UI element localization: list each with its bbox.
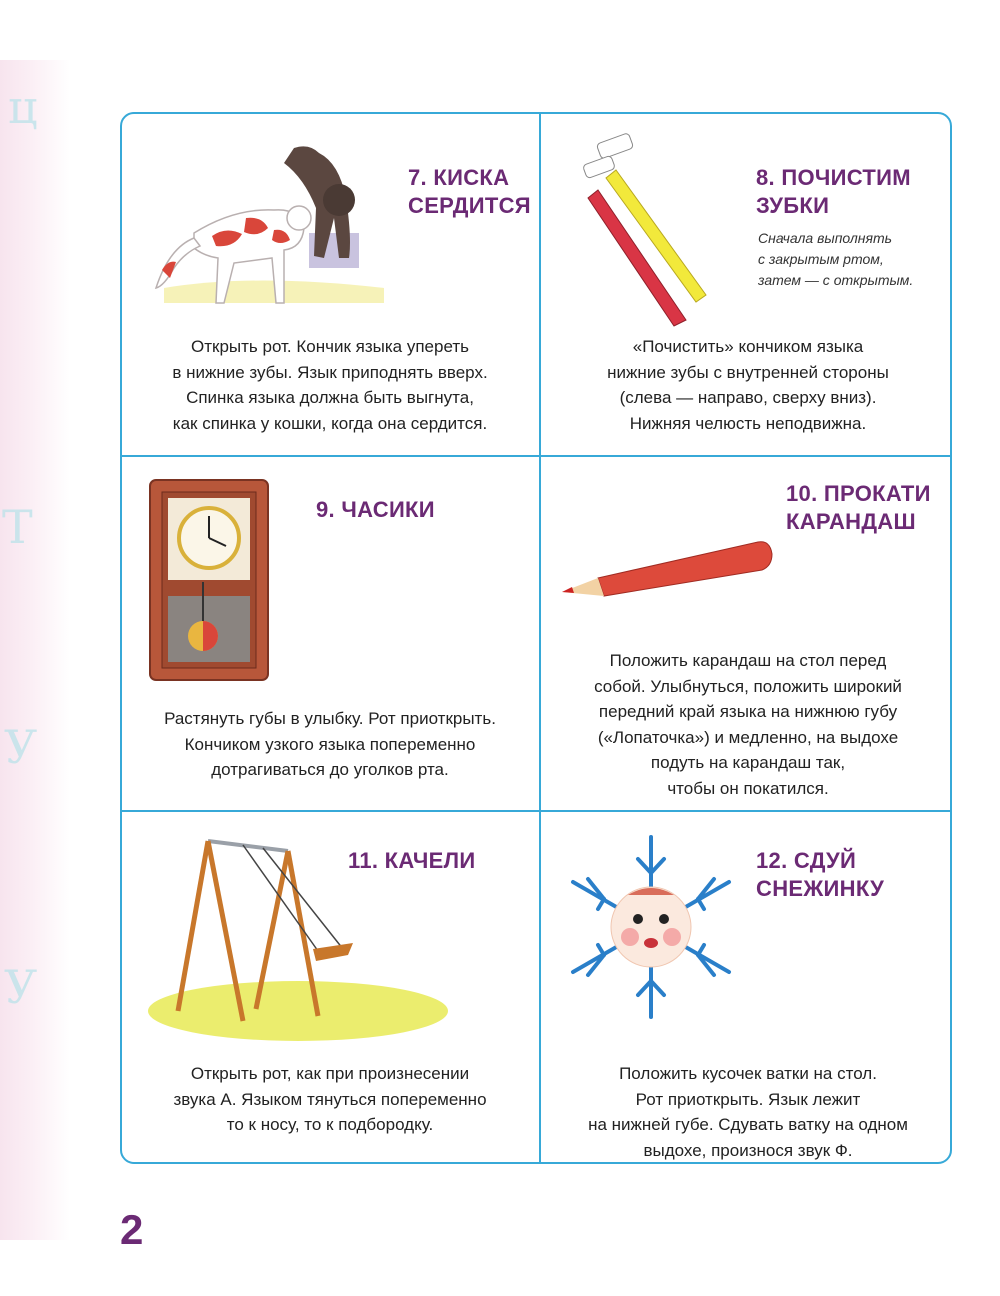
pencil-illustration: [558, 534, 778, 614]
description-line: в нижние зубы. Язык приподнять вверх.: [172, 362, 488, 382]
decorative-letter: ц: [8, 80, 38, 134]
description-line: Открыть рот. Кончик языка упереть: [191, 337, 469, 356]
exercise-description: [548, 334, 948, 436]
decorative-letter: Т: [2, 500, 33, 554]
description-line: дотрагиваться до уголков рта.: [211, 760, 449, 779]
exercise-description: [548, 648, 948, 801]
description-line: собой. Улыбнуться, положить широкий: [594, 676, 902, 696]
description-line: Открыть рот, как при произнесении: [190, 1064, 470, 1083]
exercise-title: [786, 480, 931, 536]
title-line: КАРАНДАШ: [786, 509, 916, 534]
exercise-card-7: [122, 114, 538, 455]
description-line: Положить кусочек ватки на стол.: [619, 1064, 877, 1083]
description-line: Положить карандаш на стол перед: [609, 651, 887, 670]
note-line: Сначала выполнять: [758, 230, 893, 246]
decorative-letter: У: [4, 720, 38, 774]
description-line: Рот приоткрыть. Язык лежит: [635, 1089, 861, 1109]
snowflake-illustration: [558, 829, 744, 1025]
page-number: 2: [120, 1206, 144, 1253]
description-line: чтобы он покатился.: [667, 778, 829, 798]
exercise-card-12: [540, 811, 956, 1162]
exercise-card-11: [122, 811, 538, 1162]
title-line: СЕРДИТСЯ: [408, 193, 531, 218]
exercise-title: [756, 164, 911, 220]
description-line: передний край языка на нижнюю губу: [598, 702, 898, 721]
exercise-title: [348, 847, 476, 875]
note-line: затем — с открытым.: [758, 272, 914, 288]
description-line: нижние зубы с внутренней стороны: [607, 362, 889, 382]
title-line: 11. КАЧЕЛИ: [348, 848, 476, 873]
description-line: как спинка у кошки, когда она сердится.: [172, 413, 488, 433]
title-line: 9. ЧАСИКИ: [316, 497, 435, 522]
exercise-title: [408, 164, 531, 220]
exercise-grid: [120, 112, 952, 1164]
description-line: Спинка языка должна быть выгнута,: [186, 388, 474, 407]
exercise-card-8: [540, 114, 956, 455]
title-line: 7. КИСКА: [408, 165, 510, 190]
decorative-letter: У: [4, 960, 38, 1014]
title-line: 8. ПОЧИСТИМ: [756, 165, 911, 190]
description-line: Растянуть губы в улыбку. Рот приоткрыть.: [164, 709, 496, 728]
angry-cat-illustration: [134, 138, 384, 308]
exercise-note: [758, 228, 913, 291]
exercise-title: [316, 496, 435, 524]
exercise-title: [756, 847, 884, 903]
description-line: то к носу, то к подбородку.: [226, 1115, 434, 1134]
note-line: с закрытым ртом,: [758, 251, 884, 267]
exercise-description: [130, 1061, 530, 1138]
description-line: (слева — направо, сверху вниз).: [619, 388, 877, 407]
title-line: СНЕЖИНКУ: [756, 876, 885, 901]
description-line: Нижняя челюсть неподвижна.: [629, 413, 867, 433]
description-line: Кончиком узкого языка попеременно: [184, 734, 476, 754]
description-line: подуть на карандаш так,: [650, 753, 846, 772]
exercise-card-10: [540, 456, 956, 810]
description-line: звука А. Языком тянуться попеременно: [173, 1089, 487, 1109]
title-line: 12. СДУЙ: [756, 848, 857, 873]
side-decoration: [0, 60, 70, 1240]
description-line: («Лопаточка») и медленно, на выдохе: [597, 727, 899, 747]
exercise-description: [548, 1061, 948, 1163]
pendulum-clock-illustration: [148, 478, 272, 684]
description-line: на нижней губе. Сдувать ватку на одном: [588, 1115, 908, 1134]
toothbrush-illustration: [576, 130, 736, 330]
exercise-description: [130, 706, 530, 783]
title-line: 10. ПРОКАТИ: [786, 481, 931, 506]
exercise-card-9: [122, 456, 538, 810]
title-line: ЗУБКИ: [756, 193, 830, 218]
description-line: выдохе, произнося звук Ф.: [643, 1140, 853, 1160]
description-line: «Почистить» кончиком языка: [632, 337, 864, 356]
exercise-description: [130, 334, 530, 436]
